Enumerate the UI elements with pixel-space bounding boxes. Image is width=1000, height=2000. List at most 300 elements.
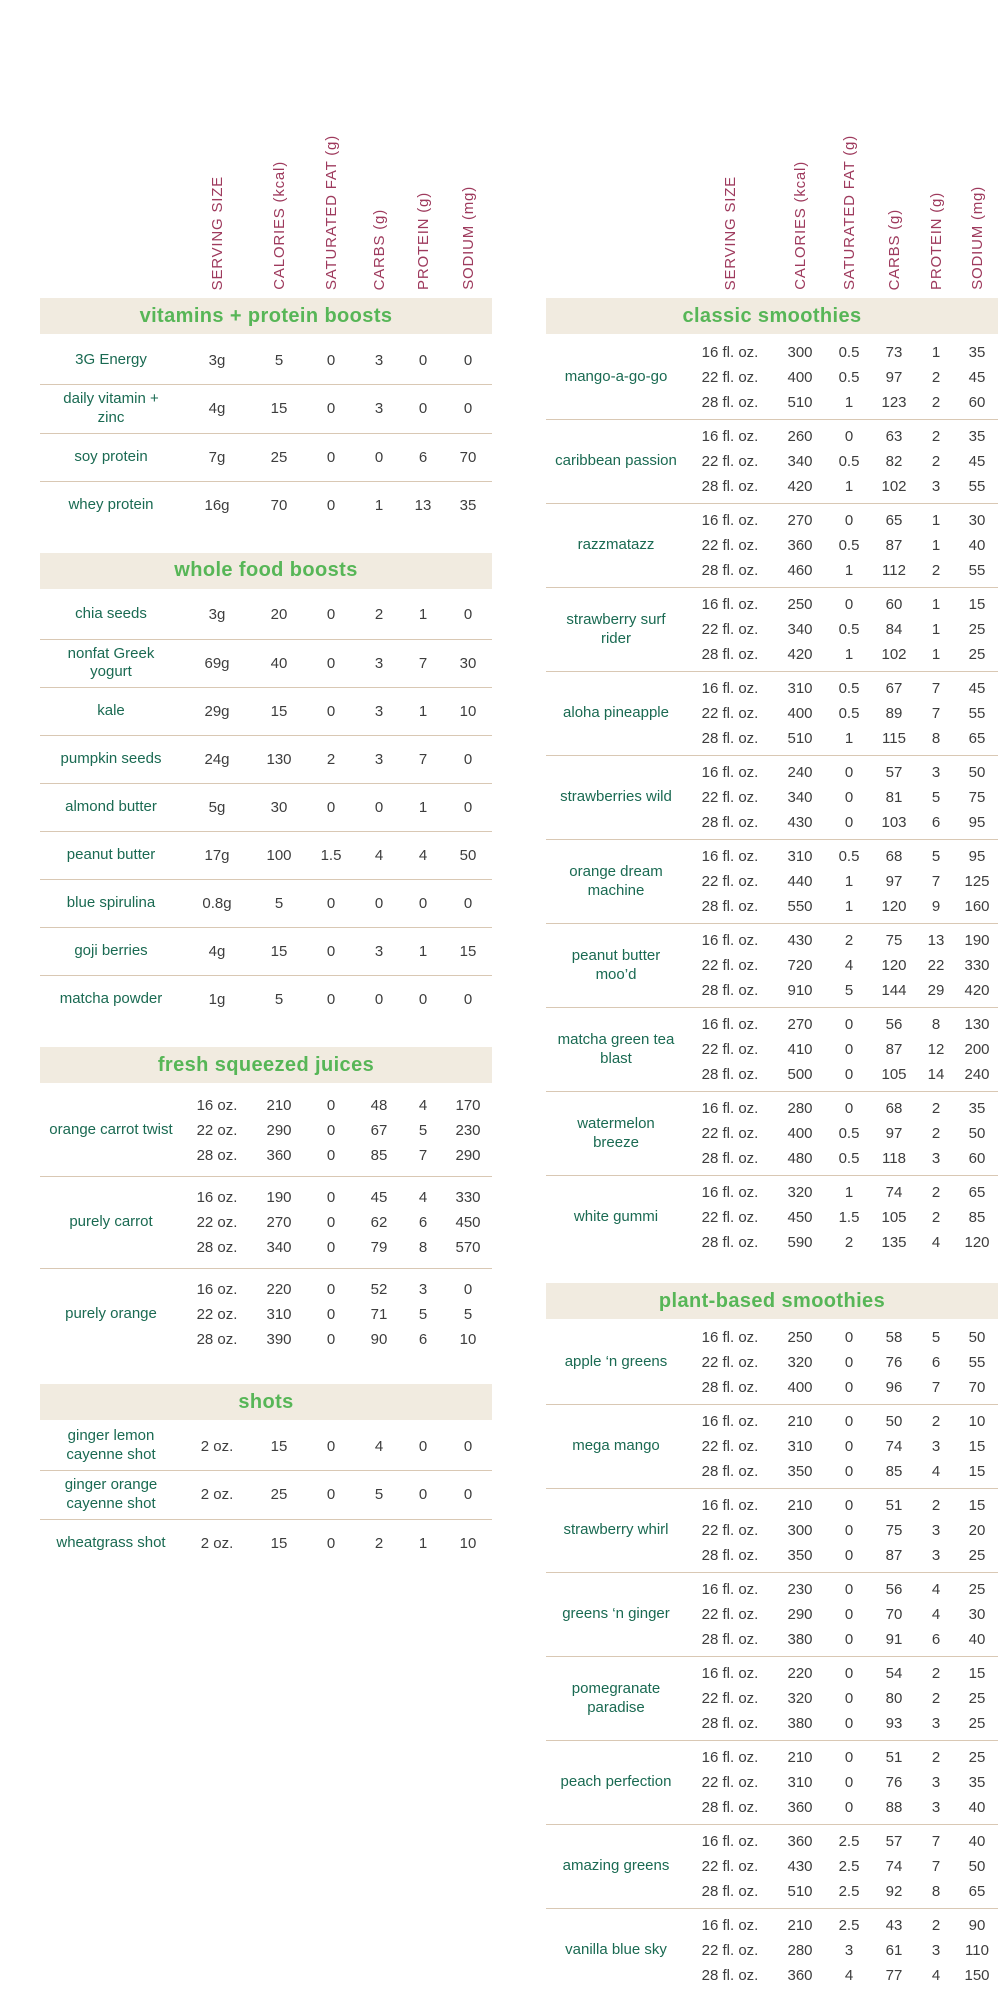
value-cell: 510: [787, 394, 813, 411]
item-name: chia seeds: [75, 605, 147, 623]
header-grid: [686, 66, 998, 290]
item-name: amazing greens: [562, 1857, 670, 1875]
menu-item: [546, 1488, 998, 1572]
value-cell: 0: [463, 1281, 473, 1298]
menu-item: [546, 1572, 998, 1656]
value-cell: 6: [931, 814, 941, 831]
value-cell: 70: [885, 1606, 903, 1623]
value-cell: 340: [266, 1239, 292, 1256]
value-cell: 320: [787, 1690, 813, 1707]
values-row: [686, 1938, 998, 1963]
value-cell: 10: [459, 1331, 477, 1348]
value-cell: 7: [931, 1833, 941, 1850]
value-cell: 60: [885, 596, 903, 613]
value-cell: 70: [270, 496, 288, 514]
values-row: [686, 424, 998, 449]
value-cell: 2: [931, 1209, 941, 1226]
value-cell: 400: [787, 1379, 813, 1396]
value-cell: 260: [787, 428, 813, 445]
value-cell: 0: [844, 1522, 854, 1539]
menu-column-left: [40, 66, 492, 1992]
value-cell: 50: [459, 847, 477, 864]
value-cell: 210: [787, 1497, 813, 1514]
value-cell: 3: [418, 1281, 428, 1298]
value-cell: 1: [931, 537, 941, 554]
values-row: [182, 891, 492, 916]
item-name: mega mango: [572, 1437, 660, 1455]
value-cell: 45: [370, 1189, 388, 1206]
serving-size-cell: 22 fl. oz.: [701, 1690, 759, 1707]
value-cell: 0: [463, 991, 473, 1008]
item-rows: [182, 1277, 492, 1352]
value-cell: 2: [931, 1125, 941, 1142]
value-cell: 420: [964, 982, 990, 999]
value-cell: 7: [931, 705, 941, 722]
serving-size-cell: 16 fl. oz.: [701, 1413, 759, 1430]
value-cell: 87: [885, 1547, 903, 1564]
value-cell: 1: [931, 512, 941, 529]
value-cell: 270: [787, 1016, 813, 1033]
serving-size-cell: 16 fl. oz.: [701, 1184, 759, 1201]
value-cell: 0: [326, 991, 336, 1008]
serving-size-cell: 22 fl. oz.: [701, 1354, 759, 1371]
value-cell: 15: [270, 1437, 288, 1455]
value-cell: 7: [418, 654, 428, 672]
section-title: plant-based smoothies: [658, 1289, 886, 1312]
value-cell: 2: [931, 1413, 941, 1430]
value-cell: 0: [463, 799, 473, 816]
value-cell: 3: [931, 1522, 941, 1539]
item-rows: [182, 396, 492, 421]
values-row: [182, 987, 492, 1012]
value-cell: 3: [374, 351, 384, 369]
values-row: [686, 1963, 998, 1988]
column-header-label: SATURATED FAT (g): [322, 134, 340, 290]
value-cell: 210: [787, 1749, 813, 1766]
value-cell: 0: [844, 512, 854, 529]
value-cell: 1: [931, 596, 941, 613]
value-cell: 80: [885, 1690, 903, 1707]
value-cell: 10: [968, 1413, 986, 1430]
value-cell: 0: [844, 1100, 854, 1117]
value-cell: 0: [844, 764, 854, 781]
serving-size-cell: 28 fl. oz.: [701, 562, 759, 579]
values-row: [182, 795, 492, 820]
column-header-label: SERVING SIZE: [208, 175, 226, 290]
value-cell: 5: [931, 1329, 941, 1346]
value-cell: 0: [418, 1486, 428, 1504]
value-cell: 8: [931, 730, 941, 747]
value-cell: 6: [931, 1354, 941, 1371]
value-cell: 22: [927, 957, 945, 974]
value-cell: 1: [418, 943, 428, 960]
column-header-cell: [956, 66, 998, 290]
value-cell: 310: [787, 848, 813, 865]
item-name: strawberry whirl: [563, 1521, 669, 1539]
value-cell: 430: [787, 932, 813, 949]
value-cell: 100: [266, 847, 292, 864]
value-cell: 0: [326, 1281, 336, 1298]
serving-size-cell: 22 fl. oz.: [701, 537, 759, 554]
value-cell: 120: [881, 957, 907, 974]
item-name: pomegranate paradise: [571, 1679, 661, 1716]
value-cell: 3: [931, 1438, 941, 1455]
value-cell: 120: [881, 898, 907, 915]
value-cell: 5: [931, 848, 941, 865]
serving-size-cell: 22 fl. oz.: [701, 621, 759, 638]
serving-size-cell: 22 fl. oz.: [701, 789, 759, 806]
menu-item: [40, 384, 492, 433]
value-cell: 0.5: [838, 453, 860, 470]
value-cell: 2.5: [838, 1858, 860, 1875]
item-name: daily vitamin + zinc: [63, 390, 159, 426]
value-cell: 1: [844, 730, 854, 747]
value-cell: 0: [374, 895, 384, 912]
menu-item: [546, 839, 998, 923]
value-cell: 0.5: [838, 680, 860, 697]
item-rows: [182, 843, 492, 868]
values-row: [686, 810, 998, 835]
value-cell: 0: [326, 400, 336, 418]
value-cell: 290: [266, 1122, 292, 1139]
value-cell: 123: [881, 394, 907, 411]
value-cell: 15: [270, 703, 288, 720]
value-cell: 4: [931, 1967, 941, 1984]
value-cell: 2: [374, 1534, 384, 1552]
value-cell: 8: [931, 1883, 941, 1900]
serving-size-cell: 22 oz.: [196, 1306, 238, 1323]
value-cell: 420: [787, 478, 813, 495]
value-cell: 360: [787, 1967, 813, 1984]
column-header-cell: [872, 66, 916, 290]
value-cell: 58: [885, 1329, 903, 1346]
values-row: [182, 939, 492, 964]
value-cell: 1: [931, 646, 941, 663]
values-row: [182, 1143, 492, 1168]
value-cell: 51: [885, 1749, 903, 1766]
value-cell: 0: [374, 448, 384, 466]
value-cell: 190: [266, 1189, 292, 1206]
serving-size-cell: 0.8g: [202, 895, 232, 912]
serving-size-cell: 16 fl. oz.: [701, 428, 759, 445]
column-header-label: PROTEIN (g): [927, 192, 945, 290]
value-cell: 250: [787, 596, 813, 613]
value-cell: 400: [787, 1125, 813, 1142]
value-cell: 45: [968, 453, 986, 470]
column-header-label: PROTEIN (g): [414, 192, 432, 290]
value-cell: 0.5: [838, 1150, 860, 1167]
menu-item: [40, 1268, 492, 1360]
value-cell: 40: [968, 1631, 986, 1648]
value-cell: 6: [418, 1214, 428, 1231]
values-row: [686, 1745, 998, 1770]
value-cell: 0: [326, 799, 336, 816]
value-cell: 0: [463, 351, 473, 369]
value-cell: 0: [463, 751, 473, 768]
serving-size-cell: 1g: [208, 991, 226, 1008]
item-name: caribbean passion: [555, 452, 677, 470]
value-cell: 1: [418, 799, 428, 816]
item-name: peanut butter: [66, 846, 156, 864]
value-cell: 430: [787, 814, 813, 831]
value-cell: 250: [787, 1329, 813, 1346]
value-cell: 105: [881, 1066, 907, 1083]
values-row: [686, 390, 998, 415]
value-cell: 50: [968, 1125, 986, 1142]
values-row: [686, 785, 998, 810]
value-cell: 280: [787, 1100, 813, 1117]
item-name: whey protein: [68, 495, 154, 513]
menu-item: [546, 1656, 998, 1740]
value-cell: 240: [964, 1066, 990, 1083]
item-name: ginger orange cayenne shot: [64, 1476, 158, 1512]
value-cell: 0: [326, 1437, 336, 1455]
value-cell: 15: [270, 400, 288, 418]
menu-item: [546, 1908, 998, 1992]
value-cell: 35: [968, 428, 986, 445]
value-cell: 45: [968, 369, 986, 386]
item-name: matcha green tea blast: [557, 1030, 675, 1067]
serving-size-cell: 22 fl. oz.: [701, 957, 759, 974]
values-row: [182, 1093, 492, 1118]
values-row: [686, 1795, 998, 1820]
serving-size-cell: 28 fl. oz.: [701, 1799, 759, 1816]
serving-size-cell: 16 fl. oz.: [701, 512, 759, 529]
menu-item: [546, 1824, 998, 1908]
column-header-label: SERVING SIZE: [721, 175, 739, 290]
value-cell: 55: [968, 1354, 986, 1371]
menu-section: [40, 298, 492, 529]
item-rows: [686, 1577, 998, 1652]
value-cell: 52: [370, 1281, 388, 1298]
value-cell: 2: [326, 751, 336, 768]
value-cell: 0: [326, 351, 336, 369]
value-cell: 0: [844, 1041, 854, 1058]
section-title-bar: [40, 1047, 492, 1083]
value-cell: 0: [844, 1749, 854, 1766]
value-cell: 40: [270, 654, 288, 672]
value-cell: 118: [882, 1150, 906, 1167]
values-row: [182, 1434, 492, 1459]
value-cell: 0: [844, 1413, 854, 1430]
values-row: [686, 1879, 998, 1904]
value-cell: 510: [787, 1883, 813, 1900]
serving-size-cell: 16 fl. oz.: [701, 848, 759, 865]
value-cell: 0: [844, 814, 854, 831]
value-cell: 25: [270, 448, 288, 466]
serving-size-cell: 28 fl. oz.: [701, 646, 759, 663]
value-cell: 300: [787, 1522, 813, 1539]
value-cell: 0: [326, 1097, 336, 1114]
value-cell: 20: [270, 606, 288, 623]
serving-size-cell: 16g: [204, 496, 230, 514]
value-cell: 340: [787, 789, 813, 806]
serving-size-cell: 16 fl. oz.: [701, 1581, 759, 1598]
value-cell: 0: [326, 1306, 336, 1323]
value-cell: 56: [885, 1581, 903, 1598]
values-row: [686, 1661, 998, 1686]
value-cell: 0: [418, 400, 428, 418]
serving-size-cell: 22 fl. oz.: [701, 1209, 759, 1226]
menu-column-right: [546, 66, 998, 1992]
values-row: [686, 1829, 998, 1854]
serving-size-cell: 28 fl. oz.: [701, 1234, 759, 1251]
value-cell: 35: [968, 1774, 986, 1791]
menu-item: [546, 1321, 998, 1404]
name-column-spacer: [546, 66, 686, 290]
values-row: [686, 1121, 998, 1146]
serving-size-cell: 4g: [208, 400, 226, 418]
serving-size-cell: 28 oz.: [196, 1147, 238, 1164]
value-cell: 87: [885, 1041, 903, 1058]
value-cell: 62: [370, 1214, 388, 1231]
values-row: [686, 1493, 998, 1518]
value-cell: 550: [787, 898, 813, 915]
value-cell: 5: [274, 895, 284, 912]
value-cell: 0.5: [838, 344, 860, 361]
value-cell: 55: [968, 705, 986, 722]
serving-size-cell: 22 oz.: [196, 1214, 238, 1231]
value-cell: 380: [787, 1715, 813, 1732]
value-cell: 15: [270, 1534, 288, 1552]
value-cell: 12: [927, 1041, 945, 1058]
menu-item: [40, 591, 492, 639]
value-cell: 1: [418, 606, 428, 623]
value-cell: 35: [968, 1100, 986, 1117]
values-row: [686, 1409, 998, 1434]
value-cell: 5: [844, 982, 854, 999]
value-cell: 0: [463, 1437, 473, 1455]
value-cell: 360: [787, 1833, 813, 1850]
value-cell: 25: [968, 1715, 986, 1732]
item-rows: [686, 1096, 998, 1171]
value-cell: 0: [844, 1631, 854, 1648]
value-cell: 170: [455, 1097, 481, 1114]
values-row: [686, 1602, 998, 1627]
value-cell: 1: [374, 496, 384, 514]
values-row: [686, 1711, 998, 1736]
serving-size-cell: 69g: [204, 654, 230, 672]
item-rows: [182, 1093, 492, 1168]
value-cell: 0: [418, 991, 428, 1008]
value-cell: 1: [844, 394, 854, 411]
section-title-bar: [40, 553, 492, 589]
value-cell: 65: [968, 1883, 986, 1900]
value-cell: 3: [374, 400, 384, 418]
value-cell: 5: [463, 1306, 473, 1323]
value-cell: 65: [885, 512, 903, 529]
menu-item: [40, 639, 492, 688]
value-cell: 48: [370, 1097, 388, 1114]
value-cell: 310: [787, 1774, 813, 1791]
values-row: [686, 1627, 998, 1652]
value-cell: 15: [968, 1497, 986, 1514]
value-cell: 910: [787, 982, 813, 999]
menu-item: [546, 587, 998, 671]
column-header-cell: [402, 66, 444, 290]
value-cell: 510: [787, 730, 813, 747]
menu-item: [40, 1085, 492, 1176]
serving-size-cell: 28 fl. oz.: [701, 1715, 759, 1732]
value-cell: 2.5: [838, 1917, 860, 1934]
serving-size-cell: 2 oz.: [200, 1486, 234, 1504]
item-name: ginger lemon cayenne shot: [66, 1427, 156, 1463]
values-row: [686, 1062, 998, 1087]
value-cell: 4: [418, 1097, 428, 1114]
value-cell: 7: [931, 873, 941, 890]
value-cell: 130: [266, 751, 292, 768]
value-cell: 2: [844, 1234, 854, 1251]
value-cell: 330: [455, 1189, 481, 1206]
value-cell: 2: [931, 453, 941, 470]
serving-size-cell: 3g: [208, 606, 226, 623]
values-row: [182, 699, 492, 724]
item-name: kale: [97, 702, 125, 720]
value-cell: 35: [459, 496, 477, 514]
value-cell: 97: [885, 1125, 903, 1142]
column-header-label: SODIUM (mg): [459, 186, 477, 290]
value-cell: 0: [463, 1486, 473, 1504]
serving-size-cell: 16 fl. oz.: [701, 1665, 759, 1682]
item-name: purely orange: [65, 1305, 157, 1323]
value-cell: 1: [418, 1534, 428, 1552]
value-cell: 71: [370, 1306, 388, 1323]
menu-item: [40, 481, 492, 529]
value-cell: 25: [968, 1581, 986, 1598]
section-title-bar: [40, 1384, 492, 1420]
value-cell: 92: [885, 1883, 903, 1900]
values-row: [686, 760, 998, 785]
serving-size-cell: 28 fl. oz.: [701, 730, 759, 747]
value-cell: 7: [931, 680, 941, 697]
values-row: [686, 726, 998, 751]
value-cell: 25: [968, 646, 986, 663]
serving-size-cell: 28 oz.: [196, 1331, 238, 1348]
value-cell: 3: [931, 764, 941, 781]
menu-item: [546, 1091, 998, 1175]
item-name: peach perfection: [560, 1773, 672, 1791]
value-cell: 350: [787, 1463, 813, 1480]
section-title: classic smoothies: [682, 304, 862, 327]
value-cell: 2: [931, 1917, 941, 1934]
menu-item: [546, 503, 998, 587]
value-cell: 7: [931, 1858, 941, 1875]
menu-section: [40, 1047, 492, 1360]
value-cell: 0: [326, 703, 336, 720]
values-row: [686, 869, 998, 894]
item-rows: [686, 1661, 998, 1736]
column-header-label: CARBS (g): [370, 208, 388, 290]
item-rows: [182, 699, 492, 724]
serving-size-cell: 4g: [208, 943, 226, 960]
value-cell: 0: [844, 1799, 854, 1816]
menu-section: [40, 553, 492, 1024]
serving-size-cell: 16 fl. oz.: [701, 344, 759, 361]
value-cell: 5: [374, 1486, 384, 1504]
values-row: [182, 747, 492, 772]
value-cell: 0: [463, 606, 473, 623]
value-cell: 30: [968, 512, 986, 529]
serving-size-cell: 24g: [204, 751, 230, 768]
serving-size-cell: 16 fl. oz.: [701, 1749, 759, 1766]
value-cell: 720: [787, 957, 813, 974]
value-cell: 3: [931, 1942, 941, 1959]
value-cell: 9: [931, 898, 941, 915]
value-cell: 1: [931, 621, 941, 638]
item-rows: [686, 424, 998, 499]
item-name: purely carrot: [69, 1213, 153, 1231]
value-cell: 30: [968, 1606, 986, 1623]
